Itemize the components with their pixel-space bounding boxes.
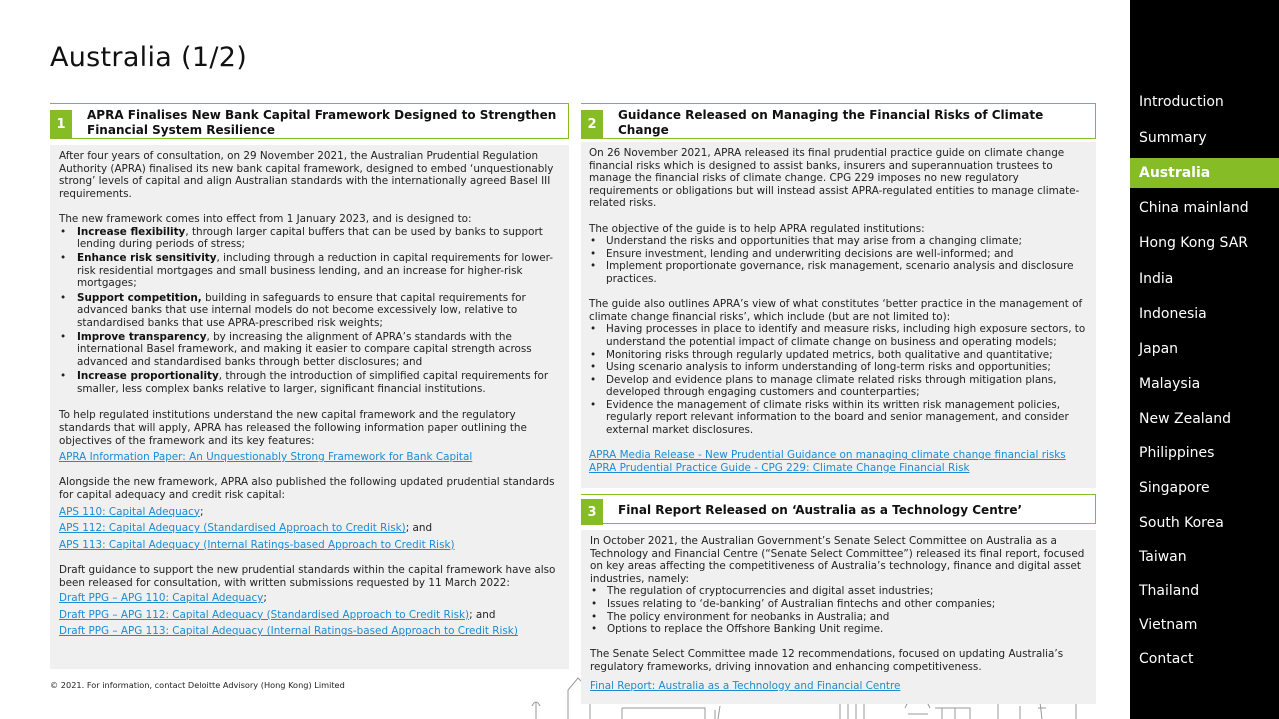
section-2-header: [581, 103, 1096, 139]
section-1-header: [50, 103, 569, 139]
sidebar-item-malaysia[interactable]: Malaysia: [1139, 376, 1201, 392]
list-item: • Ensure investment, lending and underwriting decisions are well-informed; and: [589, 248, 1088, 261]
list-item: • Issues relating to ‘de-banking’ of Australian fintechs and other companies;: [590, 598, 1087, 611]
section-3-header: [581, 494, 1096, 524]
list-item: • Increase flexibility, through larger capital buffers that can be used by banks to support lending during periods of stress;: [59, 226, 560, 251]
final-report-link[interactable]: Final Report: Australia as a Technology and Financial Centre: [590, 679, 901, 692]
sidebar-item-vietnam[interactable]: Vietnam: [1139, 617, 1198, 633]
sidebar-item-thailand[interactable]: Thailand: [1139, 583, 1200, 599]
draft-link-row: [59, 625, 560, 638]
aps-113-link[interactable]: APS 113: Capital Adequacy (Internal Ratings-based Approach to Credit Risk): [59, 538, 455, 551]
section-3-number: 3: [581, 499, 603, 525]
sidebar-item-japan[interactable]: Japan: [1139, 341, 1179, 357]
section-3-summary: The Senate Select Committee made 12 recommendations, focused on updating Australia’s regulatory frameworks, driving innovation and enhancing competitiveness.: [590, 648, 1064, 673]
sidebar-item-taiwan[interactable]: Taiwan: [1139, 549, 1187, 565]
aps-link-row: APS 112: Capital Adequacy (Standardised Approach to Credit Risk); and: [59, 522, 433, 535]
list-item: • Options to replace the Offshore Banking Unit regime.: [590, 623, 1087, 636]
sidebar-item-philippines[interactable]: Philippines: [1139, 445, 1215, 461]
info-paper-link[interactable]: APRA Information Paper: An Unquestionably Strong Framework for Bank Capital: [59, 451, 473, 464]
section-3-intro: In October 2021, the Australian Government’s Senate Select Committee on Australia as a Technology and Financial Centre (“Senate Select Committee”) released its final report, focused on key areas affecting the competitiveness of Australia’s technology, finance and digital asset industries, namely:: [590, 535, 1085, 585]
section-3-area-list: [590, 585, 1087, 635]
section-1-info-para: To help regulated institutions understand the new capital framework and the regulatory standards that will apply, APRA has released the following information paper outlining the objectives of the framework and its key features:: [59, 409, 527, 447]
list-item: • The policy environment for neobanks in Australia; and: [590, 611, 1087, 624]
draft-apg-112-link[interactable]: Draft PPG – APG 112: Capital Adequacy (Standardised Approach to Credit Risk): [59, 608, 470, 621]
list-item: • Enhance risk sensitivity, including through a reduction in capital requirements for lower-risk residential mortgages and small business lending, and an increase for higher-risk mortgages;: [59, 252, 560, 290]
draft-apg-110-link[interactable]: Draft PPG – APG 110: Capital Adequacy: [59, 592, 264, 605]
section-3-panel: [581, 530, 1096, 704]
section-1-intro: After four years of consultation, on 29 November 2021, the Australian Prudential Regulation Authority (APRA) finalised its new bank capital framework, designed to embed ‘unquestionably strong’ levels of capital and align Australian standards with the internationally agreed Basel III requirements.: [59, 150, 554, 200]
section-1-number: 1: [50, 110, 72, 138]
list-item: • Monitoring risks through regularly updated metrics, both qualitative and quantitative;: [589, 349, 1088, 362]
section-2-title: Guidance Released on Managing the Financial Risks of Climate Change: [618, 108, 1044, 137]
list-item: • Having processes in place to identify and measure risks, including high exposure sectors, to understand the potential impact of climate change on business and operating models;: [589, 323, 1088, 348]
section-1-also-para: Alongside the new framework, APRA also published the following updated prudential standards for capital adequacy and credit risk capital:: [59, 476, 555, 501]
list-item: • Improve transparency, by increasing the alignment of APRA’s standards with the international Basel framework, and making it easier to compare capital strength across advanced and standardised banks through better disclosures; and: [59, 331, 560, 369]
section-3-title: Final Report Released on ‘Australia as a Technology Centre’: [618, 503, 1023, 517]
sidebar-item-south-korea[interactable]: South Korea: [1139, 515, 1224, 531]
section-2-objective-list: [589, 235, 1088, 285]
sidebar-item-hong-kong-sar[interactable]: Hong Kong SAR: [1139, 235, 1249, 251]
section-1-panel: [50, 145, 569, 669]
section-1-draft-para: Draft guidance to support the new prudential standards within the capital framework have also been released for consultation, with written submissions requested by 11 March 2022:: [59, 563, 556, 589]
sidebar-nav: [1130, 0, 1279, 719]
sidebar-item-china-mainland[interactable]: China mainland: [1139, 200, 1249, 216]
sidebar-item-introduction[interactable]: Introduction: [1139, 94, 1224, 110]
list-item: • Implement proportionate governance, risk management, scenario analysis and disclosure practices.: [589, 260, 1088, 285]
media-release-link[interactable]: APRA Media Release - New Prudential Guidance on managing climate change financial risks: [589, 449, 1066, 462]
cpg-229-link[interactable]: APRA Prudential Practice Guide - CPG 229: Climate Change Financial Risk: [589, 461, 970, 474]
list-item: • Using scenario analysis to inform understanding of long-term risks and opportunities;: [589, 361, 1088, 374]
aps-link-row: APS 110: Capital Adequacy;: [59, 505, 204, 518]
draft-link-row: Draft PPG – APG 112: Capital Adequacy (Standardised Approach to Credit Risk); and: [59, 608, 496, 621]
sidebar-item-singapore[interactable]: Singapore: [1139, 480, 1210, 496]
footer-copyright: © 2021. For information, contact Deloitte Advisory (Hong Kong) Limited: [50, 680, 345, 690]
list-item: • Support competition, building in safeguards to ensure that capital requirements for advanced banks that use internal models do not become excessively low, relative to standardised banks that use APRA-prescribed risk weights;: [59, 292, 560, 330]
draft-link-row: Draft PPG – APG 110: Capital Adequacy;: [59, 592, 267, 605]
section-2-practice-list: [589, 323, 1088, 436]
section-2-objective-lead: The objective of the guide is to help APRA regulated institutions:: [589, 222, 925, 235]
aps-112-link[interactable]: APS 112: Capital Adequacy (Standardised Approach to Credit Risk): [59, 522, 406, 535]
section-2-intro: On 26 November 2021, APRA released its final prudential practice guide on climate change financial risks which is designed to assist banks, insurers and superannuation trustees to manage the financial risks of climate change. CPG 229 imposes no new regulatory requirements or obligations but will instead assist APRA-regulated entities to manage climate-related risks.: [589, 147, 1080, 210]
section-2-practice-lead: The guide also outlines APRA’s view of what constitutes ‘better practice in the management of climate change financial risks’, which include (but are not limited to):: [589, 298, 1083, 323]
aps-110-link[interactable]: APS 110: Capital Adequacy: [59, 505, 200, 518]
list-item: • Increase proportionality, through the introduction of simplified capital requirements for smaller, less complex banks relative to larger, significant financial institutions.: [59, 370, 560, 395]
section-2-panel: [581, 142, 1096, 488]
sidebar-item-new-zealand[interactable]: New Zealand: [1139, 411, 1231, 427]
section-2-number: 2: [581, 110, 603, 138]
list-item: • Understand the risks and opportunities that may arise from a changing climate;: [589, 235, 1088, 248]
sidebar-item-summary[interactable]: Summary: [1139, 130, 1207, 146]
list-item: • Evidence the management of climate risks within its written risk management policies, regularly report relevant information to the board and senior management, and consider external market disclosures.: [589, 399, 1088, 437]
sidebar-item-indonesia[interactable]: Indonesia: [1139, 306, 1207, 322]
list-item: • Develop and evidence plans to manage climate related risks through mitigation plans, developed through engaging customers and counterparties;: [589, 374, 1088, 399]
section-1-bullet-list: [59, 226, 560, 396]
page-title: Australia (1/2): [50, 42, 248, 73]
draft-apg-113-link[interactable]: Draft PPG – APG 113: Capital Adequacy (Internal Ratings-based Approach to Credit Risk): [59, 625, 518, 638]
section-1-lead: The new framework comes into effect from 1 January 2023, and is designed to:: [59, 212, 472, 225]
section-1-title: APRA Finalises New Bank Capital Framework Designed to Strengthen Financial System Resilience: [87, 108, 557, 137]
aps-link-row: [59, 539, 560, 552]
sidebar-item-india[interactable]: India: [1139, 271, 1174, 287]
list-item: • The regulation of cryptocurrencies and digital asset industries;: [590, 585, 1087, 598]
sidebar-item-australia[interactable]: Australia: [1130, 158, 1279, 188]
sidebar-item-contact[interactable]: Contact: [1139, 651, 1194, 667]
